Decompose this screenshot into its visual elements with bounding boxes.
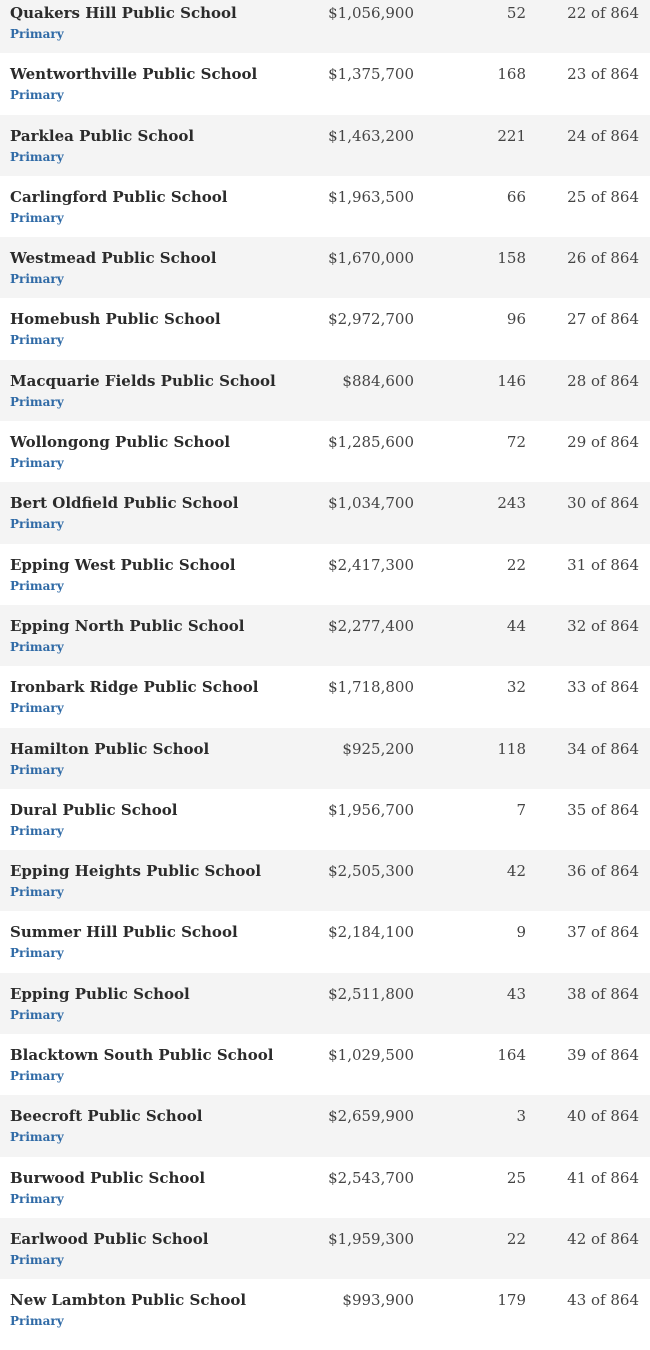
student-count: 7 — [516, 800, 526, 819]
school-rank: 42 of 864 — [567, 1229, 639, 1248]
median-house-price: $1,963,500 — [328, 187, 414, 206]
table-row[interactable] — [0, 605, 650, 666]
school-rank: 26 of 864 — [567, 249, 639, 268]
school-type-label: Primary — [10, 1314, 64, 1329]
school-rank: 33 of 864 — [567, 678, 639, 697]
school-rank: 28 of 864 — [567, 371, 639, 390]
median-house-price: $2,184,100 — [328, 923, 414, 942]
table-row[interactable] — [0, 1218, 650, 1279]
school-name-link[interactable]: Epping Public School — [10, 984, 190, 1003]
school-type-label: Primary — [10, 517, 64, 532]
school-rank: 22 of 864 — [567, 4, 639, 22]
student-count: 168 — [497, 65, 526, 84]
school-type-label: Primary — [10, 149, 64, 164]
school-rank: 43 of 864 — [567, 1291, 639, 1310]
median-house-price: $1,718,800 — [328, 678, 414, 697]
school-name-link[interactable]: Earlwood Public School — [10, 1229, 209, 1248]
school-name-link[interactable]: Wollongong Public School — [10, 433, 231, 452]
median-house-price: $925,200 — [342, 739, 414, 758]
school-name-link[interactable]: Ironbark Ridge Public School — [10, 678, 259, 697]
school-rank: 41 of 864 — [567, 1168, 639, 1187]
school-name-link[interactable]: Epping Heights Public School — [10, 862, 262, 881]
student-count: 43 — [506, 984, 526, 1003]
school-name-link[interactable]: New Lambton Public School — [10, 1291, 247, 1310]
student-count: 243 — [497, 494, 526, 513]
student-count: 66 — [506, 187, 526, 206]
median-house-price: $1,463,200 — [328, 126, 414, 145]
school-type-label: Primary — [10, 823, 64, 838]
school-type-label: Primary — [10, 1007, 64, 1022]
median-house-price: $2,972,700 — [328, 310, 414, 329]
school-name-link[interactable]: Bert Oldfield Public School — [10, 494, 239, 513]
student-count: 164 — [497, 1046, 526, 1065]
student-count: 96 — [506, 310, 526, 329]
school-name-link[interactable]: Dural Public School — [10, 800, 178, 819]
school-type-label: Primary — [10, 333, 64, 348]
median-house-price: $1,670,000 — [328, 249, 414, 268]
median-house-price: $1,375,700 — [328, 65, 414, 84]
school-rank: 35 of 864 — [567, 800, 639, 819]
median-house-price: $1,956,700 — [328, 800, 414, 819]
table-row[interactable] — [0, 421, 650, 482]
school-name-link[interactable]: Hamilton Public School — [10, 739, 210, 758]
school-type-label: Primary — [10, 27, 64, 41]
median-house-price: $1,029,500 — [328, 1046, 414, 1065]
school-name-link[interactable]: Homebush Public School — [10, 310, 221, 329]
table-row[interactable] — [0, 237, 650, 298]
student-count: 44 — [506, 616, 526, 635]
table-row[interactable] — [0, 544, 650, 605]
table-row[interactable] — [0, 298, 650, 359]
school-rank: 31 of 864 — [567, 555, 639, 574]
school-rank: 34 of 864 — [567, 739, 639, 758]
median-house-price: $1,959,300 — [328, 1229, 414, 1248]
school-name-link[interactable]: Beecroft Public School — [10, 1107, 203, 1126]
table-row[interactable] — [0, 973, 650, 1034]
school-name-link[interactable]: Epping North Public School — [10, 616, 245, 635]
median-house-price: $2,417,300 — [328, 555, 414, 574]
school-type-label: Primary — [10, 394, 64, 409]
table-row[interactable] — [0, 1095, 650, 1156]
school-rank: 40 of 864 — [567, 1107, 639, 1126]
table-row[interactable] — [0, 360, 650, 421]
school-rank: 36 of 864 — [567, 862, 639, 881]
median-house-price: $2,543,700 — [328, 1168, 414, 1187]
student-count: 146 — [497, 371, 526, 390]
school-type-label: Primary — [10, 762, 64, 777]
school-type-label: Primary — [10, 1069, 64, 1084]
student-count: 25 — [506, 1168, 526, 1187]
student-count: 52 — [506, 4, 526, 22]
table-row[interactable] — [0, 0, 650, 53]
school-name-link[interactable]: Epping West Public School — [10, 555, 236, 574]
school-rank: 27 of 864 — [567, 310, 639, 329]
school-name-link[interactable]: Blacktown South Public School — [10, 1046, 274, 1065]
student-count: 22 — [506, 555, 526, 574]
school-rank: 37 of 864 — [567, 923, 639, 942]
median-house-price: $2,277,400 — [328, 616, 414, 635]
median-house-price: $884,600 — [342, 371, 414, 390]
school-type-label: Primary — [10, 946, 64, 961]
school-name-link[interactable]: Westmead Public School — [10, 249, 217, 268]
table-row[interactable] — [0, 789, 650, 850]
table-row[interactable] — [0, 1157, 650, 1218]
school-rank: 39 of 864 — [567, 1046, 639, 1065]
student-count: 42 — [506, 862, 526, 881]
school-type-label: Primary — [10, 272, 64, 287]
school-rank: 32 of 864 — [567, 616, 639, 635]
school-rank: 25 of 864 — [567, 187, 639, 206]
table-row[interactable] — [0, 53, 650, 114]
school-name-link[interactable]: Quakers Hill Public School — [10, 4, 237, 22]
school-type-label: Primary — [10, 456, 64, 471]
student-count: 118 — [497, 739, 526, 758]
school-type-label: Primary — [10, 701, 64, 716]
school-rank: 23 of 864 — [567, 65, 639, 84]
school-rank: 38 of 864 — [567, 984, 639, 1003]
median-house-price: $2,659,900 — [328, 1107, 414, 1126]
table-row[interactable] — [0, 482, 650, 543]
school-name-link[interactable]: Carlingford Public School — [10, 187, 228, 206]
school-name-link[interactable]: Burwood Public School — [10, 1168, 206, 1187]
school-type-label: Primary — [10, 578, 64, 593]
student-count: 158 — [497, 249, 526, 268]
student-count: 32 — [506, 678, 526, 697]
table-row[interactable] — [0, 850, 650, 911]
median-house-price: $1,285,600 — [328, 433, 414, 452]
table-row[interactable] — [0, 1034, 650, 1095]
table-row[interactable] — [0, 115, 650, 176]
table-row[interactable] — [0, 728, 650, 789]
table-row[interactable] — [0, 1279, 650, 1340]
school-name-link[interactable]: Parklea Public School — [10, 126, 195, 145]
school-rank: 24 of 864 — [567, 126, 639, 145]
median-house-price: $2,511,800 — [328, 984, 414, 1003]
student-count: 221 — [497, 126, 526, 145]
student-count: 72 — [506, 433, 526, 452]
student-count: 3 — [516, 1107, 526, 1126]
median-house-price: $1,034,700 — [328, 494, 414, 513]
school-type-label: Primary — [10, 210, 64, 225]
student-count: 22 — [506, 1229, 526, 1248]
school-type-label: Primary — [10, 885, 64, 900]
school-type-label: Primary — [10, 1130, 64, 1145]
student-count: 9 — [516, 923, 526, 942]
school-rank: 30 of 864 — [567, 494, 639, 513]
table-row[interactable] — [0, 911, 650, 972]
school-name-link[interactable]: Summer Hill Public School — [10, 923, 238, 942]
median-house-price: $1,056,900 — [328, 4, 414, 22]
table-row[interactable] — [0, 666, 650, 727]
school-type-label: Primary — [10, 1191, 64, 1206]
student-count: 179 — [497, 1291, 526, 1310]
school-type-label: Primary — [10, 1252, 64, 1267]
school-type-label: Primary — [10, 639, 64, 654]
school-rank: 29 of 864 — [567, 433, 639, 452]
school-name-link[interactable]: Macquarie Fields Public School — [10, 371, 276, 390]
median-house-price: $993,900 — [342, 1291, 414, 1310]
median-house-price: $2,505,300 — [328, 862, 414, 881]
table-row[interactable] — [0, 176, 650, 237]
school-name-link[interactable]: Wentworthville Public School — [10, 65, 258, 84]
school-type-label: Primary — [10, 88, 64, 103]
